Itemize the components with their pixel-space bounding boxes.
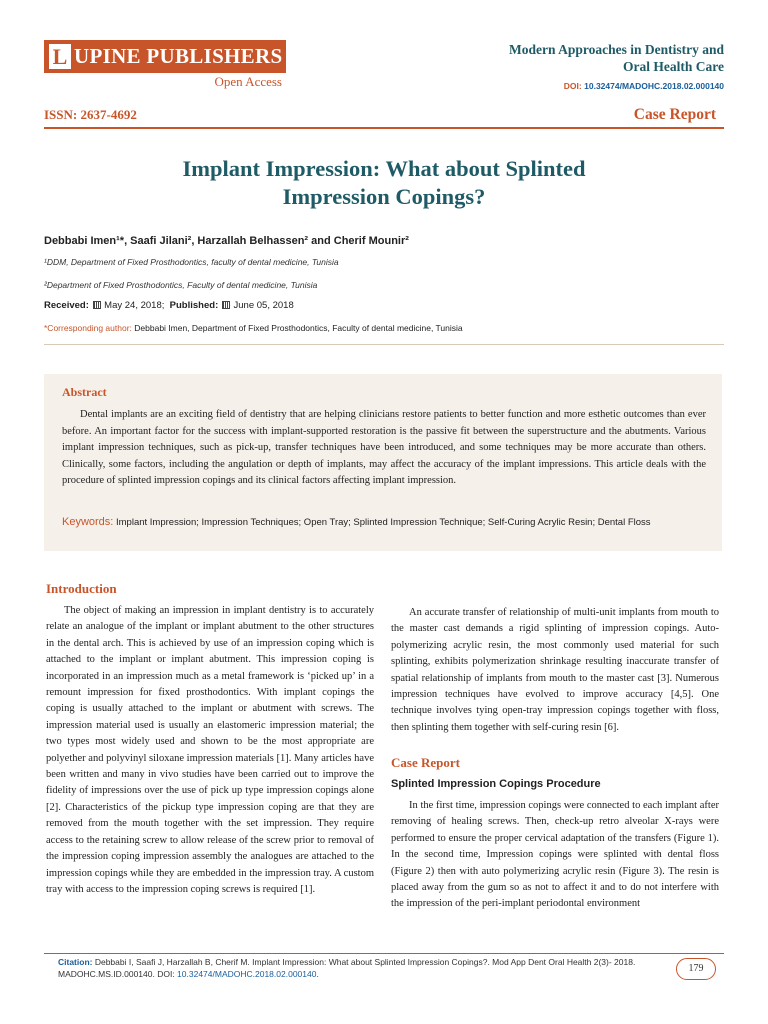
journal-title-line2: Oral Health Care <box>623 59 724 74</box>
publisher-logo <box>44 40 286 92</box>
procedure-heading: Splinted Impression Copings Procedure <box>391 778 601 790</box>
publisher-name: UPINE PUBLISHERS <box>74 44 283 68</box>
calendar-icon <box>222 301 230 309</box>
keywords <box>62 514 706 531</box>
issn: ISSN: 2637-4692 <box>44 107 137 122</box>
case-report-heading: Case Report <box>391 755 460 770</box>
introduction-paragraph: The object of making an impression in implant dentistry is to accurately relate an analogue of the implant or implant abutment to the other structures in the dental arch. This is achieved by use of an impression coping which is attached to the implant or implant abutment. This impression coping is incorporated in an impression much as a metal framework is ‘picked up’ in a remount impression for fixed prosthodontics. With implant copings the coping is usually attached to the implant or abutment with screws. The impression material used is usually an elastomeric impression material; the two types most widely used and shown to be the most appropriate are polyether and polyvinyl siloxane impression materials [1]. Many articles have been written and many in vivo studies have been carried out to improve the fidelity of impressions over the use of pick up type impression copings alone [2]. Characteristics of the pickup type impression coping are that they are removed from the mouth together with the set impression. They require access to the retaining screw to allow release of the screw prior to removal of the impression coping impression assembly the analogues are attached to the impression copings while they are embedded in the impression tray. A custom tray with access to the impression coping screws is required [1]. <box>46 605 374 895</box>
doi-link[interactable]: 10.32474/MADOHC.2018.02.000140 <box>584 81 724 91</box>
corresponding-author <box>44 323 463 334</box>
calendar-icon <box>93 301 101 309</box>
publication-dates <box>44 300 294 312</box>
corresponding-text: Debbabi Imen, Department of Fixed Prosthodontics, Faculty of dental medicine, Tunisia <box>134 323 463 333</box>
left-column <box>46 603 374 898</box>
received-label: Received: <box>44 300 89 311</box>
abstract-text: Dental implants are an exciting field of dentistry that are helping clinicians restore patients to better function and more esthetic outcomes than ever before. An important factor for the success with implant-supported restoration is the passive fit between the superstructure and the abutments. Various implant impression techniques, such as pick-up, transfer techniques have been introduced, and some techniques may be more accurate than others. Clinically, some factors, including the angulation or depth of implants, may affect the accuracy of the implant impressions. This article deals with the procedure of splinted impression copings and its clinical factors affecting implant impression. <box>62 409 706 486</box>
article-type: Case Report <box>633 106 716 123</box>
section-divider <box>44 344 724 345</box>
citation-label: Citation: <box>58 957 93 967</box>
procedure-paragraph: In the first time, impression copings were connected to each implant after removing of healing screws. Then, check-up retro alveolar X-rays were performed to ensure the proper cervical adaptation of the transfers (Figure 1). In the second time, Impression copings were splinted with dental floss (Figure 2) then with auto polymerizing acrylic resin (Figure 3). The resin is placed away from the gum so as not to affect it and to do not interfere with the impression of the peri-implant periodontal environment <box>391 800 719 910</box>
citation-doi-link[interactable]: 10.32474/MADOHC.2018.02.000140 <box>177 969 317 979</box>
open-access-label: Open Access <box>214 74 282 89</box>
abstract-heading: Abstract <box>62 385 107 399</box>
header-divider <box>44 127 724 129</box>
splinting-paragraph: An accurate transfer of relationship of multi-unit implants from mouth to the master cast demands a rigid splinting of impression copings. Auto-polymerizing acrylic resin, the most commonly used material for such splinting, exhibits polymerization shrinkage resulting inaccurate transfer of spatial relationship of implants from mouth to the master cast [3]. Numerous impression techniques have evolved to improve accuracy [4,5]. One technique involves tying open-tray impression copings together with floss, then splinting them together with self-curing resin [6]. <box>391 607 719 733</box>
footer-divider <box>44 953 724 954</box>
journal-title <box>424 41 724 75</box>
doi-line <box>564 81 724 92</box>
introduction-heading: Introduction <box>46 581 117 596</box>
abstract-box <box>44 374 722 551</box>
affiliation-1: ¹DDM, Department of Fixed Prosthodontics, faculty of dental medicine, Tunisia <box>44 257 339 267</box>
doi-label: DOI: <box>563 81 582 91</box>
received-date: May 24, 2018; <box>104 300 165 311</box>
citation <box>58 956 678 980</box>
right-column-top <box>391 605 719 736</box>
keywords-text: Implant Impression; Impression Techniques; Open Tray; Splinted Impression Technique; Self-Curing Acrylic Resin; Dental Floss <box>116 517 651 528</box>
article-title <box>84 155 684 211</box>
published-label: Published: <box>169 300 219 311</box>
journal-title-line1: Modern Approaches in Dentistry and <box>508 42 724 57</box>
article-title-line2: Impression Copings? <box>282 184 486 209</box>
affiliation-2: ²Department of Fixed Prosthodontics, Faculty of dental medicine, Tunisia <box>44 280 318 290</box>
right-column-bottom <box>391 798 719 913</box>
corresponding-label: *Corresponding author: <box>44 323 132 333</box>
page-number: 179 <box>676 958 716 980</box>
author-list: Debbabi Imen¹*, Saafi Jilani², Harzallah Belhassen² and Cherif Mounir² <box>44 235 409 247</box>
published-date: June 05, 2018 <box>233 300 294 311</box>
citation-text: Debbabi I, Saafi J, Harzallah B, Cherif M. Implant Impression: What about Splinted Impression Copings?. Mod App Dent Oral Health 2(3)- 2018. MADOHC.MS.ID.000140. DOI: <box>58 957 636 979</box>
logo-letter: L <box>49 44 71 69</box>
keywords-label: Keywords: <box>62 516 114 528</box>
citation-end: . <box>316 969 319 979</box>
article-title-line1: Implant Impression: What about Splinted <box>182 156 586 181</box>
